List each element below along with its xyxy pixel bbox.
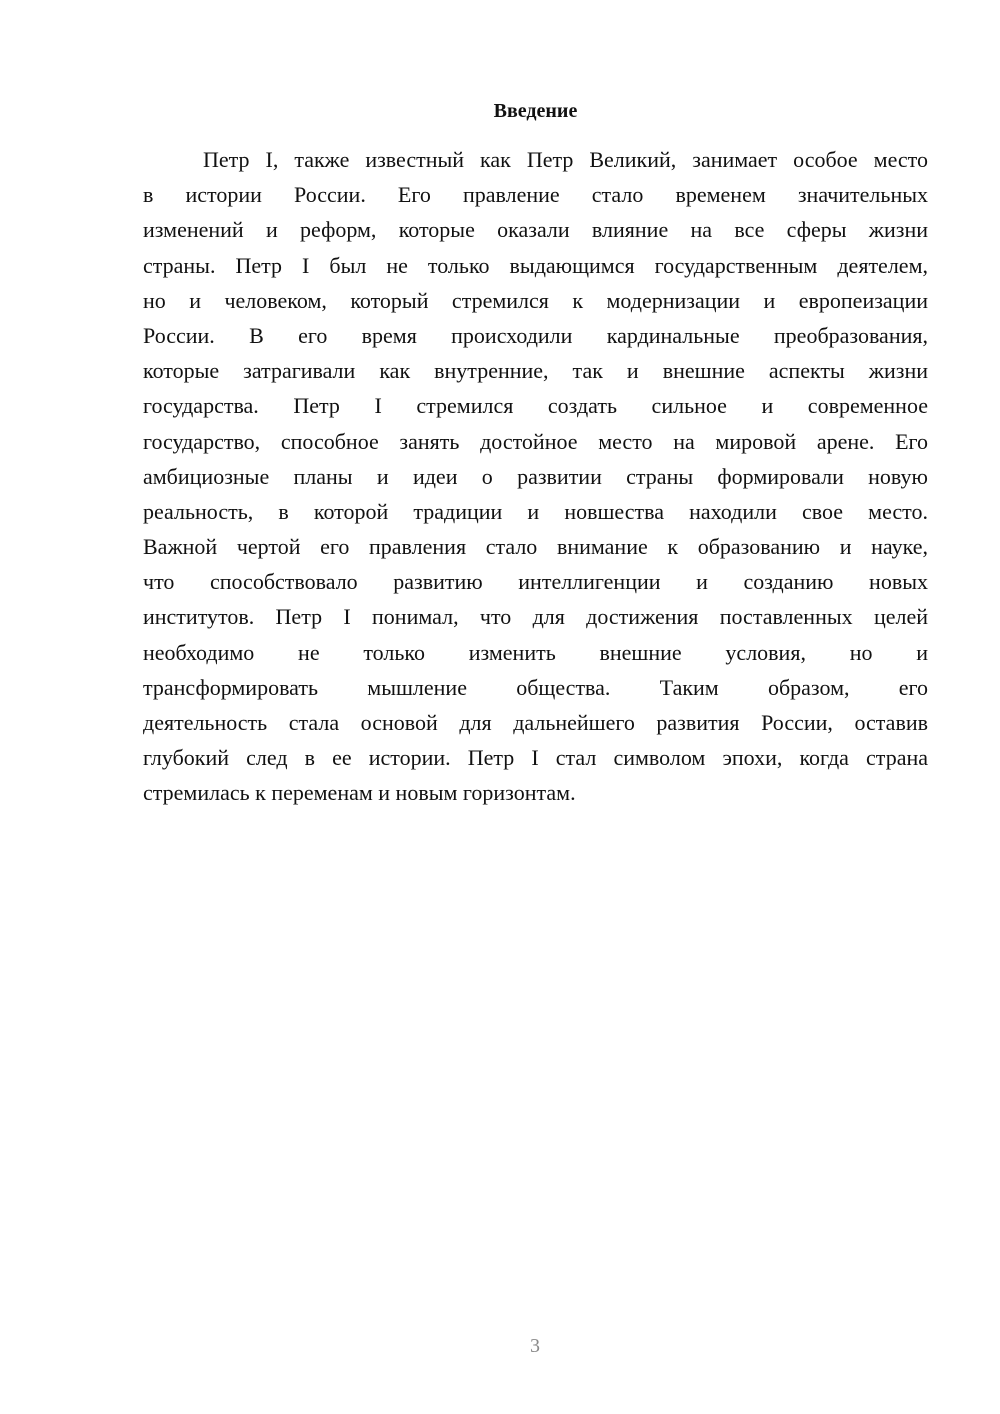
intro-paragraph	[143, 142, 928, 811]
paragraph-line: изменений и реформ, которые оказали влияние на все сферы жизни	[143, 217, 928, 243]
paragraph-line: трансформировать мышление общества. Таким образом, его	[143, 674, 928, 700]
page-number: 3	[530, 1335, 540, 1357]
paragraph-line: в истории России. Его правление стало временем значительных	[143, 182, 928, 208]
paragraph-line: государство, способное занять достойное место на мировой арене. Его	[143, 428, 928, 454]
paragraph-line: государства. Петр I стремился создать сильное и современное	[143, 393, 928, 419]
paragraph-line: России. В его время происходили кардинальные преобразования,	[143, 322, 928, 348]
paragraph-line: страны. Петр I был не только выдающимся государственным деятелем,	[143, 252, 928, 278]
paragraph-line: которые затрагивали как внутренние, так и внешние аспекты жизни	[143, 358, 928, 384]
paragraph-line: Петр I, также известный как Петр Великий, занимает особое место	[203, 147, 928, 172]
paragraph-line: реальность, в которой традиции и новшества находили свое место.	[143, 498, 928, 524]
paragraph-line: необходимо не только изменить внешние условия, но и	[143, 639, 928, 665]
section-heading: Введение	[493, 100, 578, 122]
paragraph-line: но и человеком, который стремился к модернизации и европеизации	[143, 287, 928, 313]
paragraph-line: стремилась к переменам и новым горизонтам.	[143, 780, 576, 806]
paragraph-line: амбициозные планы и идеи о развитии страны формировали новую	[143, 463, 928, 489]
paragraph-line: Важной чертой его правления стало внимание к образованию и науке,	[143, 534, 928, 560]
paragraph-line: институтов. Петр I понимал, что для достижения поставленных целей	[143, 604, 928, 630]
paragraph-line: что способствовало развитию интеллигенции и созданию новых	[143, 569, 928, 595]
paragraph-line: деятельность стала основой для дальнейшего развития России, оставив	[143, 710, 928, 735]
paragraph-line: глубокий след в ее истории. Петр I стал символом эпохи, когда страна	[143, 745, 928, 771]
